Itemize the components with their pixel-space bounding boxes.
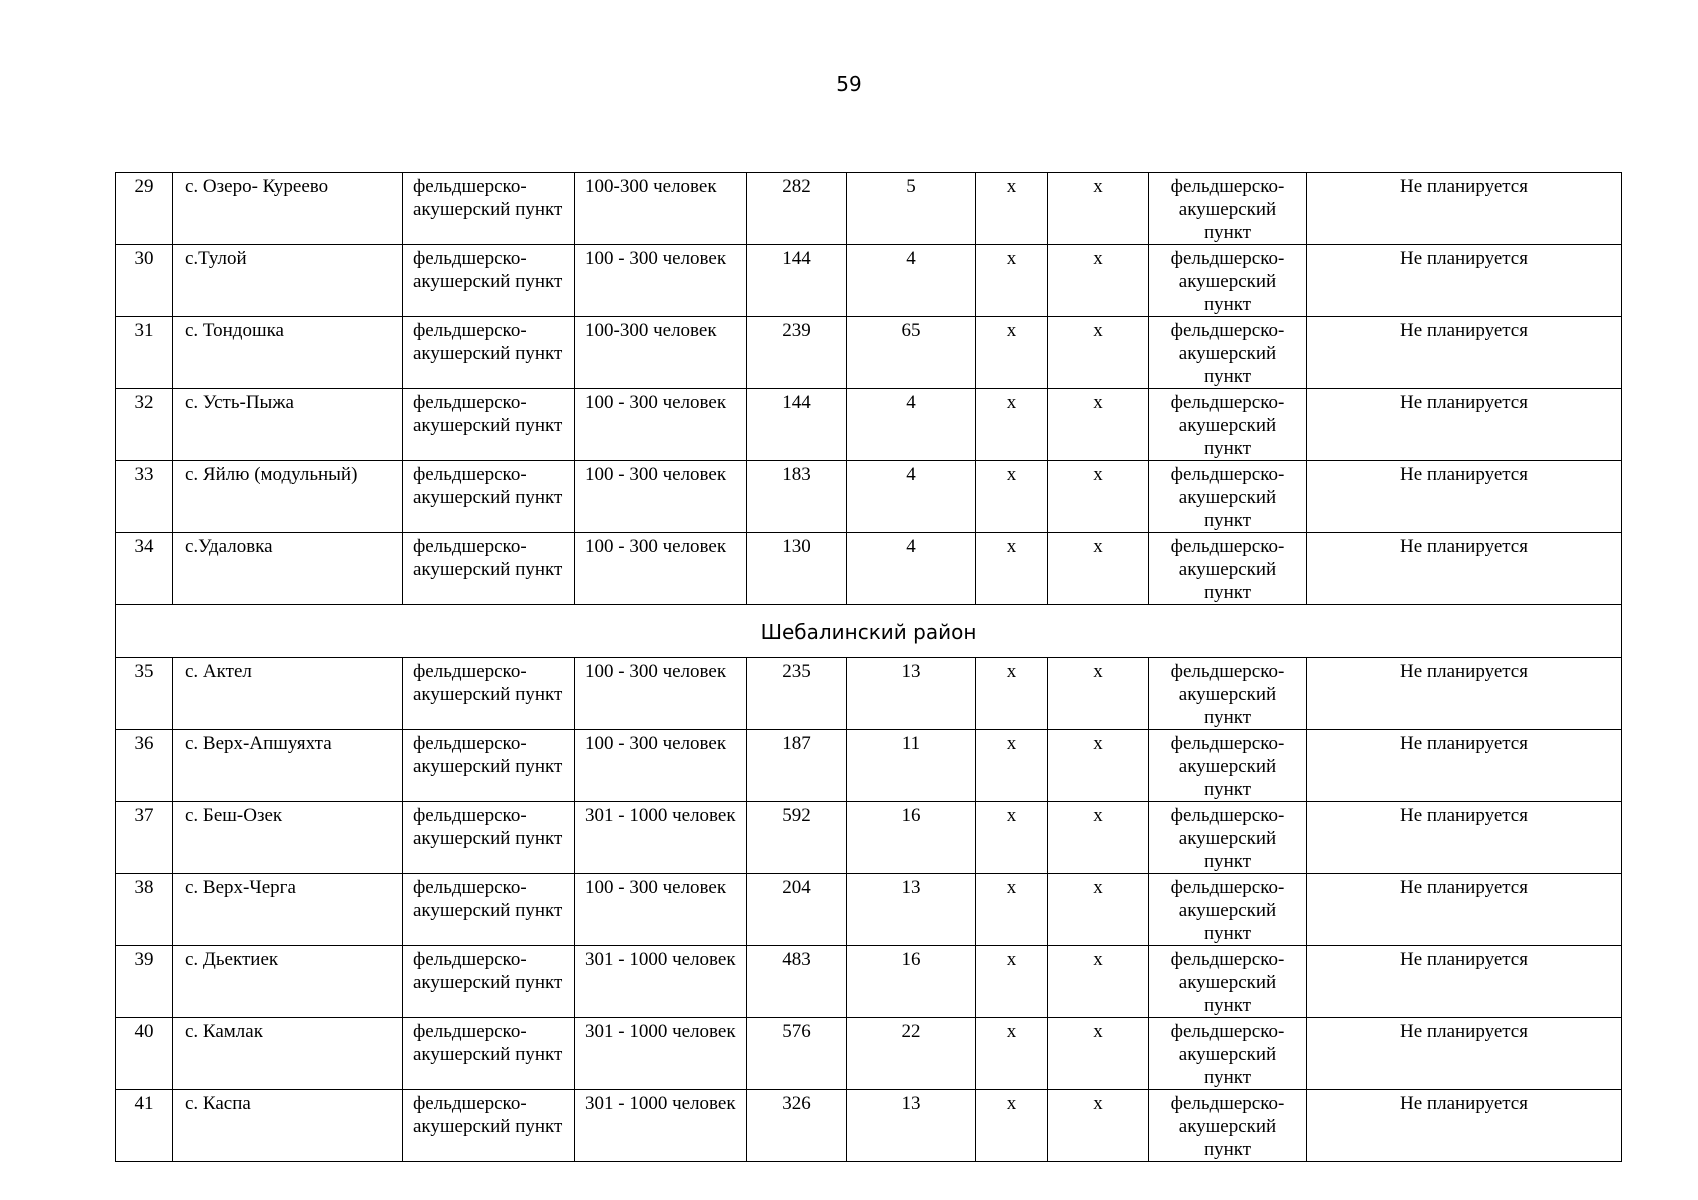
table-body-after: [116, 658, 1622, 1162]
planned-facility-type: фельдшерско-акушерский пункт: [1149, 802, 1307, 874]
facility-type: фельдшерско-акушерский пункт: [403, 173, 575, 245]
table-body-before: [116, 173, 1622, 605]
distance-value: 13: [847, 658, 976, 730]
population-count: 326: [747, 1090, 847, 1162]
row-number: 36: [116, 730, 173, 802]
distance-value: 4: [847, 461, 976, 533]
distance-value: 4: [847, 245, 976, 317]
table-row: [116, 245, 1622, 317]
row-number: 31: [116, 317, 173, 389]
table-row: [116, 317, 1622, 389]
planned-facility-type: фельдшерско-акушерский пункт: [1149, 389, 1307, 461]
cell-x-1: х: [976, 173, 1048, 245]
distance-value: 16: [847, 802, 976, 874]
row-number: 35: [116, 658, 173, 730]
population-count: 282: [747, 173, 847, 245]
settlement-name: с. Дьектиек: [173, 946, 403, 1018]
population-count: 483: [747, 946, 847, 1018]
table-row: [116, 533, 1622, 605]
distance-value: 13: [847, 874, 976, 946]
facility-type: фельдшерско-акушерский пункт: [403, 461, 575, 533]
row-number: 32: [116, 389, 173, 461]
plan-status: Не планируется: [1307, 533, 1622, 605]
plan-status: Не планируется: [1307, 1090, 1622, 1162]
facilities-table: [115, 172, 1622, 1162]
cell-x-1: х: [976, 389, 1048, 461]
facility-type: фельдшерско-акушерский пункт: [403, 802, 575, 874]
facility-type: фельдшерско-акушерский пункт: [403, 874, 575, 946]
plan-status: Не планируется: [1307, 946, 1622, 1018]
settlement-name: с. Верх-Апшуяхта: [173, 730, 403, 802]
population-count: 144: [747, 245, 847, 317]
plan-status: Не планируется: [1307, 730, 1622, 802]
settlement-name: с. Камлак: [173, 1018, 403, 1090]
population-range: 301 - 1000 человек: [575, 802, 747, 874]
planned-facility-type: фельдшерско-акушерский пункт: [1149, 874, 1307, 946]
settlement-name: с. Усть-Пыжа: [173, 389, 403, 461]
population-range: 100-300 человек: [575, 317, 747, 389]
cell-x-2: х: [1048, 802, 1149, 874]
section-row: [116, 605, 1622, 658]
plan-status: Не планируется: [1307, 658, 1622, 730]
settlement-name: с. Верх-Черга: [173, 874, 403, 946]
distance-value: 5: [847, 173, 976, 245]
table-row: [116, 874, 1622, 946]
cell-x-2: х: [1048, 173, 1149, 245]
population-count: 187: [747, 730, 847, 802]
population-range: 100 - 300 человек: [575, 245, 747, 317]
planned-facility-type: фельдшерско-акушерский пункт: [1149, 245, 1307, 317]
cell-x-2: х: [1048, 658, 1149, 730]
cell-x-2: х: [1048, 389, 1149, 461]
cell-x-2: х: [1048, 730, 1149, 802]
plan-status: Не планируется: [1307, 389, 1622, 461]
population-count: 235: [747, 658, 847, 730]
cell-x-2: х: [1048, 946, 1149, 1018]
cell-x-1: х: [976, 730, 1048, 802]
facility-type: фельдшерско-акушерский пункт: [403, 946, 575, 1018]
distance-value: 4: [847, 389, 976, 461]
cell-x-1: х: [976, 874, 1048, 946]
population-range: 100 - 300 человек: [575, 658, 747, 730]
planned-facility-type: фельдшерско-акушерский пункт: [1149, 946, 1307, 1018]
planned-facility-type: фельдшерско-акушерский пункт: [1149, 1090, 1307, 1162]
distance-value: 16: [847, 946, 976, 1018]
population-count: 144: [747, 389, 847, 461]
cell-x-1: х: [976, 946, 1048, 1018]
cell-x-1: х: [976, 1090, 1048, 1162]
cell-x-1: х: [976, 1018, 1048, 1090]
population-range: 100 - 300 человек: [575, 461, 747, 533]
plan-status: Не планируется: [1307, 874, 1622, 946]
table-row: [116, 730, 1622, 802]
population-range: 100 - 300 человек: [575, 874, 747, 946]
facility-type: фельдшерско-акушерский пункт: [403, 245, 575, 317]
table-row: [116, 461, 1622, 533]
plan-status: Не планируется: [1307, 245, 1622, 317]
facility-type: фельдшерско-акушерский пункт: [403, 317, 575, 389]
row-number: 40: [116, 1018, 173, 1090]
planned-facility-type: фельдшерско-акушерский пункт: [1149, 730, 1307, 802]
planned-facility-type: фельдшерско-акушерский пункт: [1149, 533, 1307, 605]
facility-type: фельдшерско-акушерский пункт: [403, 389, 575, 461]
row-number: 39: [116, 946, 173, 1018]
planned-facility-type: фельдшерско-акушерский пункт: [1149, 461, 1307, 533]
table-row: [116, 946, 1622, 1018]
settlement-name: с.Тулой: [173, 245, 403, 317]
population-range: 100 - 300 человек: [575, 389, 747, 461]
section-body: [116, 605, 1622, 658]
distance-value: 4: [847, 533, 976, 605]
planned-facility-type: фельдшерско-акушерский пункт: [1149, 1018, 1307, 1090]
table-row: [116, 173, 1622, 245]
plan-status: Не планируется: [1307, 802, 1622, 874]
population-range: 301 - 1000 человек: [575, 1090, 747, 1162]
row-number: 38: [116, 874, 173, 946]
plan-status: Не планируется: [1307, 173, 1622, 245]
row-number: 33: [116, 461, 173, 533]
cell-x-2: х: [1048, 317, 1149, 389]
distance-value: 65: [847, 317, 976, 389]
cell-x-2: х: [1048, 874, 1149, 946]
cell-x-2: х: [1048, 533, 1149, 605]
distance-value: 13: [847, 1090, 976, 1162]
planned-facility-type: фельдшерско-акушерский пункт: [1149, 317, 1307, 389]
settlement-name: с. Озеро- Куреево: [173, 173, 403, 245]
facility-type: фельдшерско-акушерский пункт: [403, 730, 575, 802]
planned-facility-type: фельдшерско-акушерский пункт: [1149, 658, 1307, 730]
population-range: 301 - 1000 человек: [575, 1018, 747, 1090]
population-count: 239: [747, 317, 847, 389]
row-number: 37: [116, 802, 173, 874]
cell-x-1: х: [976, 658, 1048, 730]
cell-x-1: х: [976, 245, 1048, 317]
plan-status: Не планируется: [1307, 461, 1622, 533]
row-number: 30: [116, 245, 173, 317]
population-range: 100-300 человек: [575, 173, 747, 245]
table-row: [116, 658, 1622, 730]
cell-x-2: х: [1048, 1090, 1149, 1162]
population-range: 100 - 300 человек: [575, 533, 747, 605]
facility-type: фельдшерско-акушерский пункт: [403, 1090, 575, 1162]
distance-value: 11: [847, 730, 976, 802]
table-row: [116, 802, 1622, 874]
settlement-name: с. Яйлю (модульный): [173, 461, 403, 533]
row-number: 34: [116, 533, 173, 605]
plan-status: Не планируется: [1307, 1018, 1622, 1090]
plan-status: Не планируется: [1307, 317, 1622, 389]
cell-x-2: х: [1048, 245, 1149, 317]
population-count: 183: [747, 461, 847, 533]
facility-type: фельдшерско-акушерский пункт: [403, 1018, 575, 1090]
section-title: Шебалинский район: [116, 605, 1622, 658]
facility-type: фельдшерско-акушерский пункт: [403, 533, 575, 605]
population-range: 301 - 1000 человек: [575, 946, 747, 1018]
row-number: 29: [116, 173, 173, 245]
cell-x-2: х: [1048, 1018, 1149, 1090]
table-row: [116, 1018, 1622, 1090]
row-number: 41: [116, 1090, 173, 1162]
settlement-name: с.Удаловка: [173, 533, 403, 605]
facility-type: фельдшерско-акушерский пункт: [403, 658, 575, 730]
population-count: 130: [747, 533, 847, 605]
settlement-name: с. Беш-Озек: [173, 802, 403, 874]
population-count: 576: [747, 1018, 847, 1090]
cell-x-2: х: [1048, 461, 1149, 533]
population-count: 204: [747, 874, 847, 946]
cell-x-1: х: [976, 802, 1048, 874]
cell-x-1: х: [976, 461, 1048, 533]
table-row: [116, 1090, 1622, 1162]
settlement-name: с. Каспа: [173, 1090, 403, 1162]
cell-x-1: х: [976, 317, 1048, 389]
page-number: 59: [836, 72, 862, 96]
table-row: [116, 389, 1622, 461]
population-count: 592: [747, 802, 847, 874]
settlement-name: с. Тондошка: [173, 317, 403, 389]
planned-facility-type: фельдшерско-акушерский пункт: [1149, 173, 1307, 245]
cell-x-1: х: [976, 533, 1048, 605]
distance-value: 22: [847, 1018, 976, 1090]
settlement-name: с. Актел: [173, 658, 403, 730]
population-range: 100 - 300 человек: [575, 730, 747, 802]
